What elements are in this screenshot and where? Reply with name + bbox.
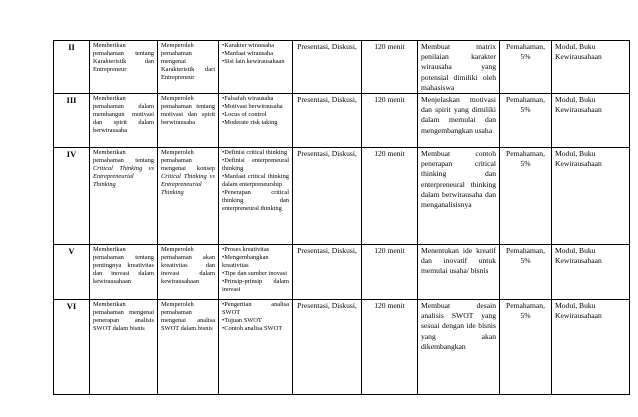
method-cell: Presentasi, Diskusi, [293, 41, 362, 94]
topic-item: •Karakter wirausaha [222, 42, 275, 49]
table-row [54, 41, 630, 94]
topics-cell [219, 148, 293, 245]
time-cell: 120 menit [362, 41, 418, 94]
method-cell: Presentasi, Diskusi, [293, 300, 362, 395]
meeting-number: IV [54, 148, 90, 245]
learning-outcome-cell: Memberikan pemahaman dalam membangun motivasi dan spirit dalam berwirausaha [90, 94, 158, 148]
topic-item: •Falsafah wirausaha [222, 95, 274, 103]
source-cell: Modul, Buku Kewirausahaan [552, 148, 630, 245]
weight-cell: Pemahaman, 5% [500, 41, 552, 94]
topic-item: •Definisi critical thinking [222, 149, 288, 157]
source-cell: Modul, Buku Kewirausahaan [552, 94, 630, 148]
topic-item: •Locus of control [222, 111, 267, 119]
method-cell: Presentasi, Diskusi, [293, 148, 362, 245]
learning-outcome-cell: Memberikan pemahaman tentang pentingnya kreativitas dan inovasi dalam kewirausahaan [90, 245, 158, 300]
table-row [54, 94, 630, 148]
material-cell: Memperoleh pemahaman mengenai analisa SWOT dalam bisnis [158, 300, 219, 395]
topic-item: •Motivasi berwirausaha [222, 103, 283, 111]
table-row [54, 300, 630, 395]
learning-outcome-cell [90, 148, 158, 245]
topic-item: •Contoh analisa SWOT [222, 325, 283, 333]
topic-item: •Definisi enterpreneural thinking [222, 157, 289, 173]
topics-cell [219, 300, 293, 395]
weight-cell: Pemahaman, 5% [500, 300, 552, 395]
learning-outcome-cell: Memberikan pemahaman mengenai penerapan analisis SWOT dalam bisnis [90, 300, 158, 395]
indicator-cell: Menentukan ide kreatif dan inovatif untuk memulai usaha/ bisnis [418, 245, 500, 300]
indicator-cell: Membuat desain analisis SWOT yang sesuai dengan ide bisnis yang akan dikembangkan [418, 300, 500, 395]
indicator-cell: Membuat contoh penerapan critical thinking dan enterpreneural thinking dalam berwirausaha dan menganalisisnya [418, 148, 500, 245]
learning-outcome-italic-text: Critical Thinking vs Entrepreneurial Thinking [93, 165, 154, 189]
method-cell: Presentasi, Diskusi, [293, 94, 362, 148]
meeting-number: VI [54, 300, 90, 395]
topics-cell [219, 94, 293, 148]
source-cell: Modul, Buku Kewirausahaan [552, 245, 630, 300]
meeting-number: V [54, 245, 90, 300]
learning-outcome-cell: Memberikan pemahaman tentang Karakteristik dan Entrepreneur [90, 41, 158, 94]
material-italic-text: Critical Thinking vs Entrepreneurial Thinking [161, 173, 215, 197]
topic-item: •Manfaat wirausaha [222, 50, 274, 57]
learning-outcome-text: Memberikan pemahaman tentang [93, 149, 154, 165]
meeting-number: III [54, 94, 90, 148]
material-cell: Memperoleh pemahaman mengenai Karakteristik dari Entrepreneur [158, 41, 219, 94]
material-cell [158, 148, 219, 245]
topic-item: •Tujuan SWOT [222, 317, 262, 325]
topic-item: •Pengertian analisa SWOT [222, 301, 289, 317]
source-cell: Modul, Buku Kewirausahaan [552, 41, 630, 94]
material-cell: Memperoleh pemahaman akan kreativitas dan inovasi dalam kewirausahaan [158, 245, 219, 300]
meeting-number: II [54, 41, 90, 94]
method-cell: Presentasi, Diskusi, [293, 245, 362, 300]
topic-item: •Prinsip-prinsip dalam inovasi [222, 278, 289, 294]
topic-item: •Tipe dan sumber inovasi [222, 270, 288, 278]
time-cell: 120 menit [362, 300, 418, 395]
weight-cell: Pemahaman, 5% [500, 94, 552, 148]
time-cell: 120 menit [362, 94, 418, 148]
weight-cell: Pemahaman, 5% [500, 245, 552, 300]
topic-item: •Sisi lain kewirausahaan [222, 58, 285, 65]
material-cell: Memperoleh pemahaman tentang motivasi dan spirit berwirausaha [158, 94, 219, 148]
weight-cell: Pemahaman, 5% [500, 148, 552, 245]
time-cell: 120 menit [362, 245, 418, 300]
topics-cell [219, 41, 293, 94]
topic-item: •Manfaat critical thinking dalam enterpreneurship [222, 173, 289, 189]
time-cell: 120 menit [362, 148, 418, 245]
topics-cell [219, 245, 293, 300]
topic-item: •Penerapan critical thinking dan enterpreneural thinking [222, 189, 289, 213]
source-cell: Modul, Buku Kewirausahaan [552, 300, 630, 395]
material-text: Memperoleh pemahaman mengenai konsep [161, 149, 215, 173]
indicator-cell: Menjelaskan motivasi dan spirit yang dimiliki dalam memulai dan mengembangkan usaha [418, 94, 500, 148]
topic-item: •Mengembangkan kreativitas [222, 254, 269, 270]
topic-item: •Moderate risk taking [222, 119, 278, 127]
table-row [54, 245, 630, 300]
indicator-cell: Membuat matrix penilaian karakter wirausaha yang potensial dimiliki oleh mahasiswa [418, 41, 500, 94]
course-plan-table [53, 40, 630, 395]
topic-item: •Proses kreativitas [222, 246, 270, 254]
table-row [54, 148, 630, 245]
